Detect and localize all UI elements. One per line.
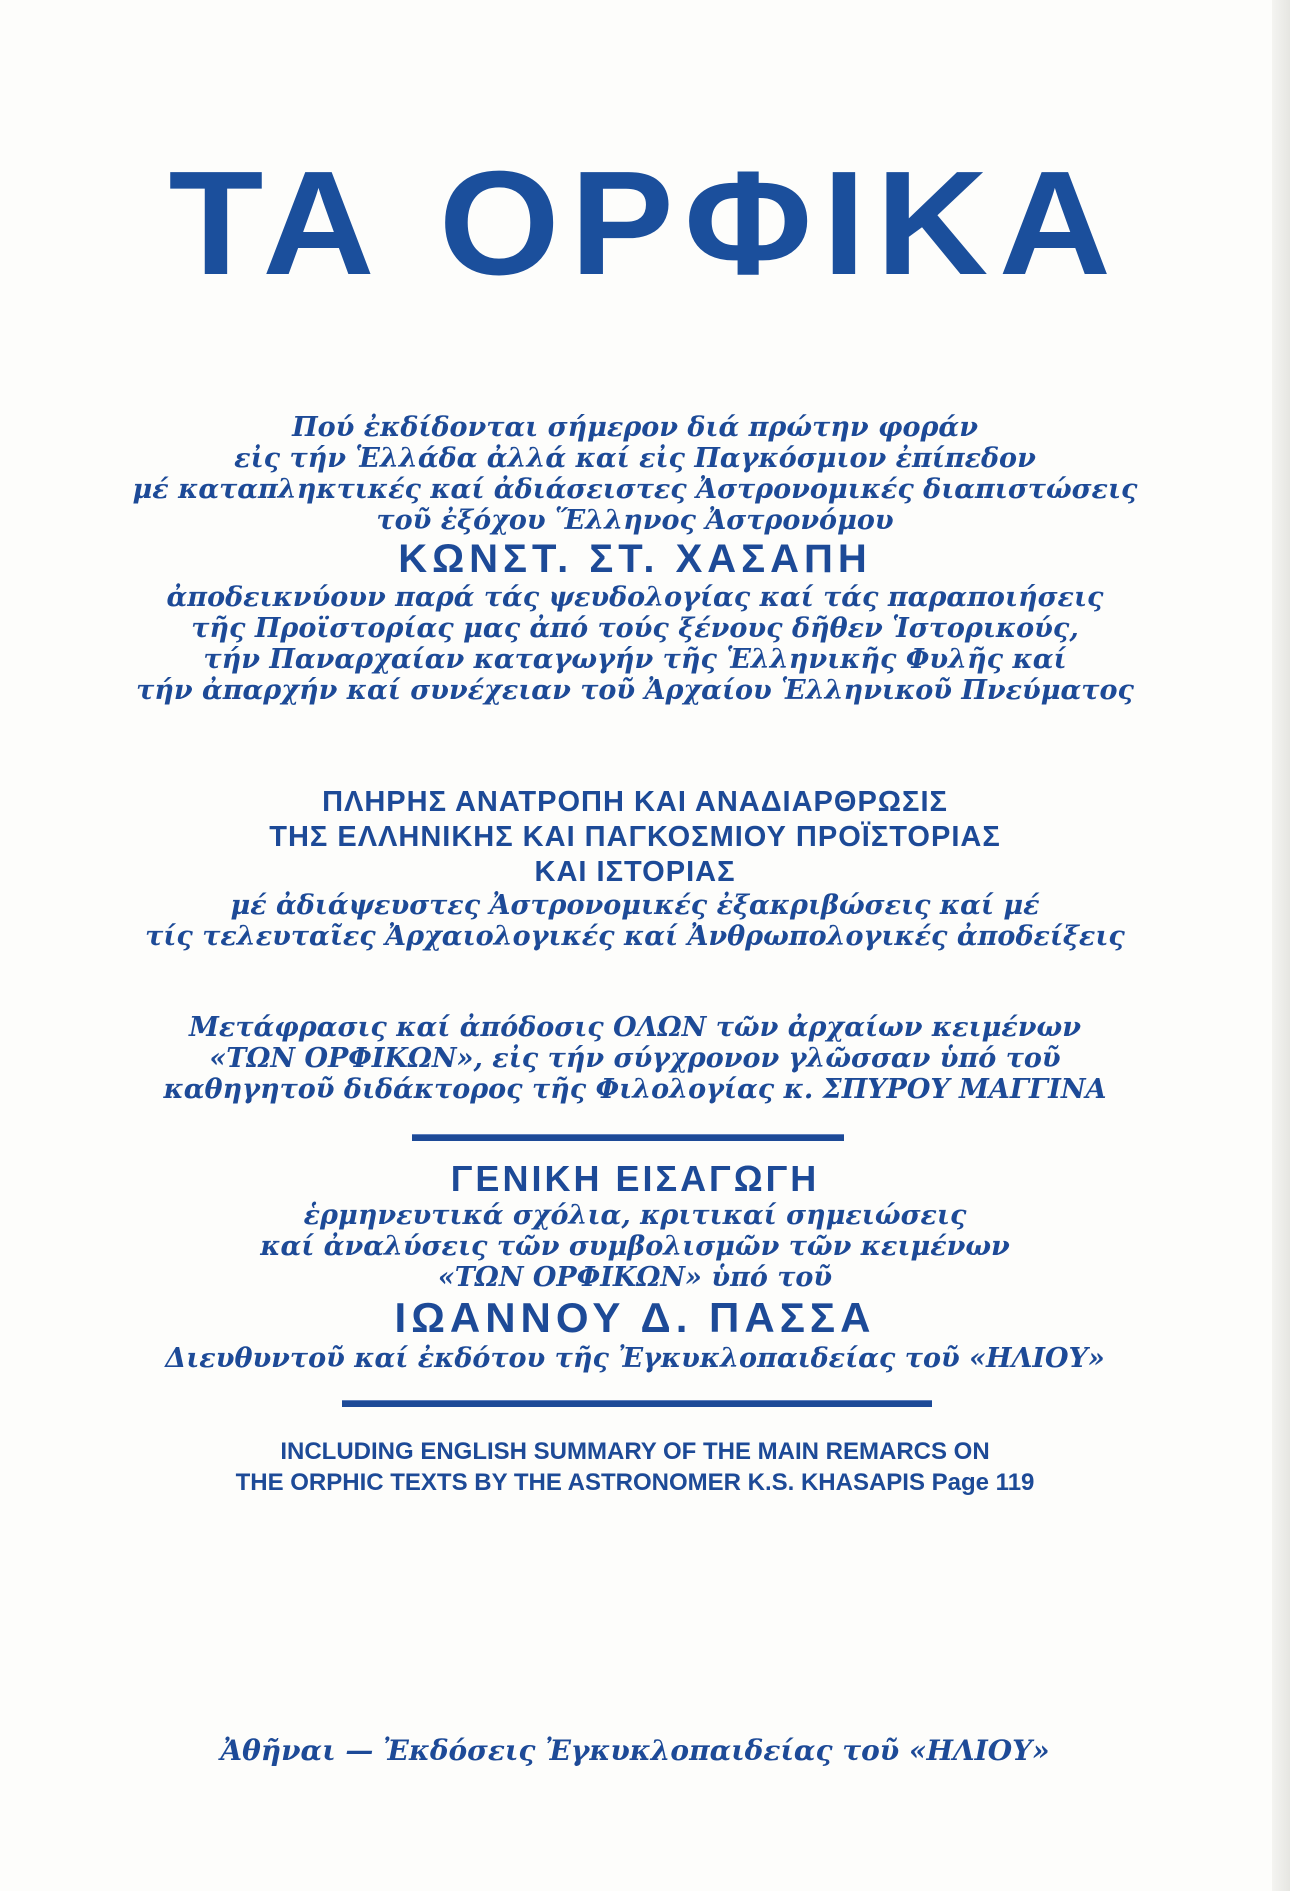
- intro-after-line: τήν ἀπαρχήν καί συνέχειαν τοῦ Ἀρχαίου Ἑλληνικοῦ Πνεύματος: [136, 675, 1134, 706]
- translation-line: «ΤΩΝ ΟΡΦΙΚΩΝ», εἰς τήν σύγχρονον γλῶσσαν ὑπό τοῦ: [209, 1043, 1061, 1074]
- english-summary-section: [0, 1436, 1270, 1498]
- introduction-line: ἑρμηνευτικά σχόλια, κριτικαί σημειώσεις: [303, 1200, 967, 1231]
- introduction-line: «ΤΩΝ ΟΡΦΙΚΩΝ» ὑπό τοῦ: [437, 1262, 833, 1293]
- translation-section: [0, 1012, 1270, 1105]
- intro-after-line: τήν Παναρχαίαν καταγωγήν τῆς Ἑλληνικῆς Φυλῆς καί: [203, 644, 1067, 675]
- astronomer-name: ΚΩΝΣΤ. ΣΤ. ΧΑΣΑΠΗ: [398, 537, 872, 581]
- intro-after-line: ἀποδεικνύουν παρά τάς ψευδολογίας καί τάς παραποιήσεις: [166, 582, 1104, 613]
- editor-name: ΙΩΑΝΝΟΥ Δ. ΠΑΣΣΑ: [394, 1294, 876, 1341]
- revision-section: [0, 785, 1270, 952]
- editor-role: Διευθυντοῦ καί ἐκδότου τῆς Ἐγκυκλοπαιδείας τοῦ «ΗΛΙΟΥ»: [165, 1343, 1105, 1374]
- publisher-footer: Ἀθῆναι — Ἐκδόσεις Ἐγκυκλοπαιδείας τοῦ «ΗΛΙΟΥ»: [220, 1734, 1050, 1767]
- revision-line: τίς τελευταῖες Ἀρχαιολογικές καί Ἀνθρωπολογικές ἀποδείξεις: [145, 921, 1125, 952]
- english-summary-line: INCLUDING ENGLISH SUMMARY OF THE MAIN REMARCS ON: [280, 1438, 990, 1465]
- divider-rule: [412, 1134, 844, 1141]
- book-title: ΤΑ ΟΡΦΙΚΑ: [168, 141, 1122, 306]
- introduction-line: καί ἀναλύσεις τῶν συμβολισμῶν τῶν κειμένων: [260, 1231, 1010, 1262]
- translation-line: Μετάφρασις καί ἀπόδοσις ΟΛΩΝ τῶν ἀρχαίων κειμένων: [189, 1012, 1081, 1043]
- translation-line: καθηγητοῦ διδάκτορος τῆς Φιλολογίας κ. ΣΠΥΡΟΥ ΜΑΓΓΙΝΑ: [163, 1074, 1107, 1105]
- intro-line: Πού ἐκδίδονται σήμερον διά πρώτην φοράν: [292, 412, 978, 443]
- general-introduction-section: [0, 1158, 1270, 1374]
- revision-heading-line: ΚΑΙ ΙΣΤΟΡΙΑΣ: [534, 856, 736, 888]
- revision-line: μέ ἀδιάψευστες Ἀστρονομικές ἐξακριβώσεις καί μέ: [230, 890, 1040, 921]
- intro-line: εἰς τήν Ἑλλάδα ἀλλά καί εἰς Παγκόσμιον ἐπίπεδον: [234, 443, 1036, 474]
- intro-section: [0, 412, 1270, 706]
- general-introduction-heading: ΓΕΝΙΚΗ ΕΙΣΑΓΩΓΗ: [450, 1158, 820, 1199]
- intro-line: μέ καταπληκτικές καί ἀδιάσειστες Ἀστρονομικές διαπιστώσεις: [132, 474, 1138, 505]
- english-summary-line: THE ORPHIC TEXTS BY THE ASTRONOMER K.S. KHASAPIS Page 119: [235, 1469, 1035, 1496]
- divider-rule: [342, 1400, 932, 1407]
- intro-line: τοῦ ἐξόχου Ἕλληνος Ἀστρονόμου: [376, 505, 894, 536]
- revision-heading-line: ΠΛΗΡΗΣ ΑΝΑΤΡΟΠΗ ΚΑΙ ΑΝΑΔΙΑΡΘΡΩΣΙΣ: [322, 786, 948, 818]
- intro-after-line: τῆς Προϊστορίας μας ἀπό τούς ξένους δῆθεν Ἱστορικούς,: [191, 613, 1079, 644]
- revision-heading-line: ΤΗΣ ΕΛΛΗΝΙΚΗΣ ΚΑΙ ΠΑΓΚΟΣΜΙΟΥ ΠΡΟΪΣΤΟΡΙΑΣ: [269, 821, 1001, 853]
